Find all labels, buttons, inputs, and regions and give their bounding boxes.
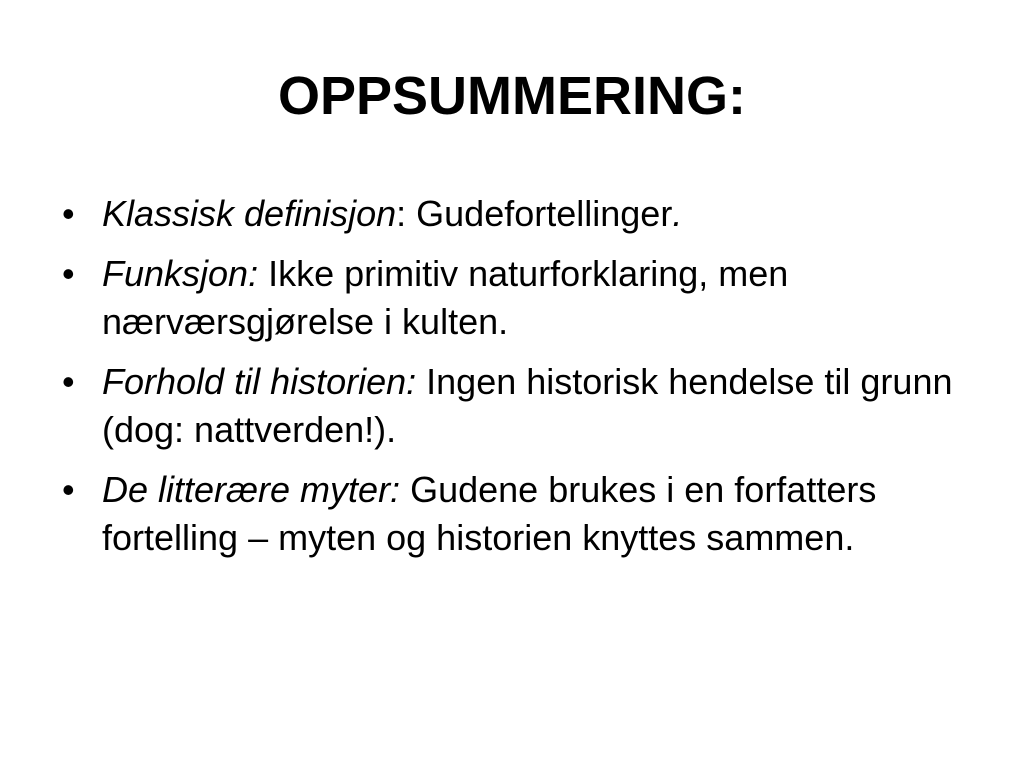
bullet-text: Ikke primitiv naturforklaring, men nærværsgjørelse i kulten. bbox=[102, 253, 789, 342]
bullet-item-klassisk-definisjon bbox=[62, 190, 962, 238]
bullet-list bbox=[62, 190, 962, 574]
bullet-icon: • bbox=[62, 253, 75, 294]
bullet-icon: • bbox=[62, 361, 75, 402]
bullet-separator bbox=[258, 253, 268, 294]
bullet-separator bbox=[416, 361, 426, 402]
slide-title: OPPSUMMERING: bbox=[277, 66, 747, 126]
bullet-term: Klassisk definisjon bbox=[102, 193, 397, 234]
bullet-text: Gudefortellinger bbox=[416, 193, 673, 234]
bullet-text: Ingen historisk hendelse til grunn (dog: nattverden!). bbox=[102, 361, 953, 450]
bullet-item-forhold-til-historien bbox=[62, 358, 962, 454]
bullet-tail: . bbox=[672, 193, 683, 234]
bullet-icon: • bbox=[62, 469, 75, 510]
bullet-term: Funksjon: bbox=[102, 253, 259, 294]
bullet-icon: • bbox=[62, 193, 75, 234]
bullet-item-funksjon bbox=[62, 250, 962, 346]
bullet-term: De litterære myter: bbox=[102, 469, 401, 510]
bullet-text: Gudene brukes i en forfatters fortelling – myten og historien knyttes sammen. bbox=[102, 469, 877, 558]
bullet-separator: : bbox=[396, 193, 417, 234]
bullet-item-de-litteraere-myter bbox=[62, 466, 962, 562]
bullet-separator bbox=[400, 469, 410, 510]
bullet-term: Forhold til historien: bbox=[102, 361, 417, 402]
